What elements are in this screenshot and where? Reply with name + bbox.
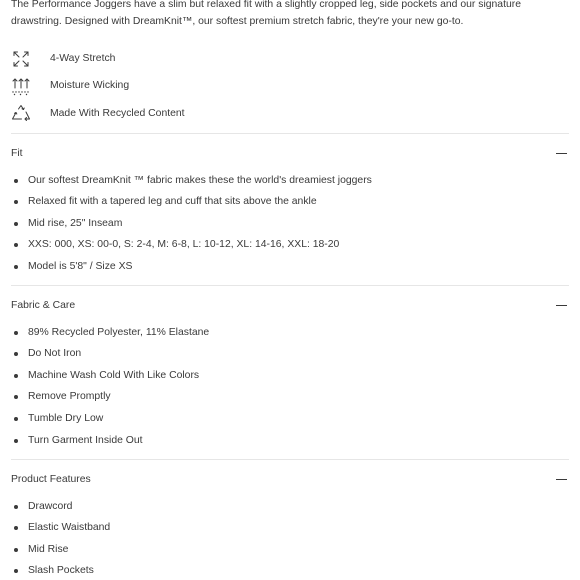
list-item-text: Mid Rise <box>28 544 69 555</box>
list-item <box>14 521 554 537</box>
list-item <box>14 369 554 385</box>
list-item-text: Relaxed fit with a tapered leg and cuff that sits above the ankle <box>28 196 317 207</box>
list-item <box>14 390 554 406</box>
accordion-header-fabric-care[interactable] <box>11 296 569 316</box>
feature-four-way-stretch <box>11 48 311 70</box>
bullet-dot <box>14 200 18 204</box>
bullet-dot <box>14 331 18 335</box>
section-divider <box>11 285 569 286</box>
list-item <box>14 412 554 428</box>
list-item-text: Remove Promptly <box>28 391 111 402</box>
bullet-dot <box>14 265 18 269</box>
list-item-text: Turn Garment Inside Out <box>28 435 143 446</box>
list-item <box>14 434 554 450</box>
moisture-wicking-icon <box>11 76 31 96</box>
section-divider <box>11 459 569 460</box>
accordion-header-product-features[interactable] <box>11 470 569 490</box>
section-title: Fabric & Care <box>11 300 76 311</box>
list-item-text: Machine Wash Cold With Like Colors <box>28 370 200 381</box>
bullet-dot <box>14 548 18 552</box>
list-item <box>14 217 554 233</box>
list-item <box>14 174 554 190</box>
list-item <box>14 326 554 342</box>
bullet-dot <box>14 439 18 443</box>
section-divider <box>11 133 569 134</box>
bullet-dot <box>14 243 18 247</box>
bullet-dot <box>14 417 18 421</box>
bullet-dot <box>14 526 18 530</box>
list-item <box>14 543 554 559</box>
section-title: Fit <box>11 148 23 159</box>
list-item <box>14 347 554 363</box>
list-item-text: Tumble Dry Low <box>28 413 104 424</box>
list-item <box>14 260 554 276</box>
list-item <box>14 195 554 211</box>
list-item <box>14 238 554 254</box>
product-description: The Performance Joggers have a slim but relaxed fit with a slightly cropped leg, side pockets and our signature drawstring. Designed with DreamKnit™, our softest premium stretch fabric, they're your new go-to. <box>11 0 521 27</box>
list-item <box>14 564 554 580</box>
bullet-dot <box>14 222 18 226</box>
list-item <box>14 500 554 516</box>
minus-icon[interactable] <box>556 153 567 154</box>
list-item-text: Slash Pockets <box>28 565 94 576</box>
feature-recycled-content <box>11 103 311 125</box>
list-item-text: Elastic Waistband <box>28 522 111 533</box>
accordion-header-fit[interactable] <box>11 144 569 164</box>
bullet-dot <box>14 374 18 378</box>
feature-label: Made With Recycled Content <box>50 108 185 119</box>
list-item-text: Do Not Iron <box>28 348 82 359</box>
minus-icon[interactable] <box>556 305 567 306</box>
list-item-text: Mid rise, 25" Inseam <box>28 218 123 229</box>
list-item-text: Drawcord <box>28 501 73 512</box>
bullet-dot <box>14 505 18 509</box>
four-way-arrows-icon <box>11 49 31 69</box>
feature-label: Moisture Wicking <box>50 80 130 91</box>
feature-label: 4-Way Stretch <box>50 53 116 64</box>
list-item-text: XXS: 000, XS: 00-0, S: 2-4, M: 6-8, L: 10-12, XL: 14-16, XXL: 18-20 <box>28 239 340 250</box>
bullet-dot <box>14 179 18 183</box>
list-item-text: Model is 5'8" / Size XS <box>28 261 133 272</box>
bullet-dot <box>14 352 18 356</box>
recycle-icon <box>11 104 31 124</box>
minus-icon[interactable] <box>556 479 567 480</box>
list-item-text: Our softest DreamKnit ™ fabric makes these the world's dreamiest joggers <box>28 175 372 186</box>
list-item-text: 89% Recycled Polyester, 11% Elastane <box>28 327 210 338</box>
bullet-dot <box>14 395 18 399</box>
bullet-dot <box>14 569 18 573</box>
section-title: Product Features <box>11 474 91 485</box>
feature-moisture-wicking <box>11 75 311 97</box>
